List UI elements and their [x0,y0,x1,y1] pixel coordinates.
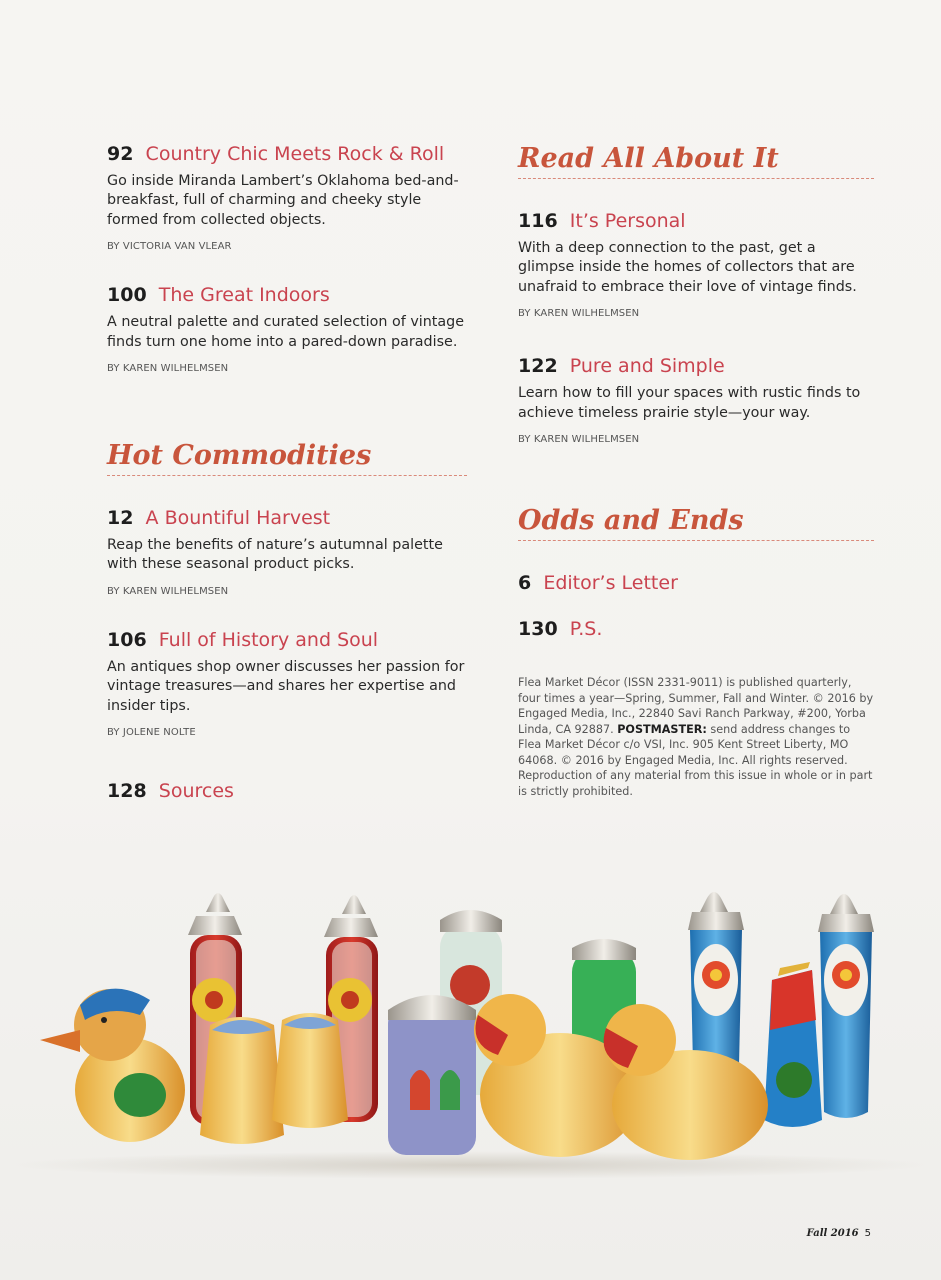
toc-entry[interactable] [107,779,467,803]
issue-label: Fall 2016 [806,1228,859,1239]
page-number: 106 [107,628,147,651]
byline: BY KAREN WILHELMSEN [107,585,229,597]
page-number: 100 [107,284,147,307]
byline: BY JOLENE NOLTE [107,727,196,739]
section-heading-read-all-about-it: Read All About It [518,142,874,179]
tree-shaker [764,962,822,1127]
page-number: 12 [107,507,134,530]
article-description: Reap the benefits of nature’s autumnal palette with these seasonal product picks. [107,537,443,573]
byline: BY KAREN WILHELMSEN [518,308,640,320]
article-description: Learn how to fill your spaces with rustic finds to achieve timeless prairie style—your way. [518,385,861,421]
parrot-shaker [388,995,476,1155]
lustre-shaker [272,1013,348,1128]
byline: BY KAREN WILHELMSEN [107,363,229,375]
page-number: 128 [107,780,147,803]
lustre-shaker [200,1017,284,1144]
article-title: Sources [158,780,234,803]
shakers-photo [0,880,941,1180]
toc-entry[interactable] [107,628,467,739]
toc-entry[interactable] [107,142,467,253]
article-description: With a deep connection to the past, get a glimpse inside the homes of collectors that are unafraid to embrace their love of vintage finds. [518,240,857,295]
article-title: The Great Indoors [158,284,330,307]
section-heading-hot-commodities: Hot Commodities [107,439,467,476]
page-folio [807,1228,871,1239]
toc-entry[interactable] [518,354,874,446]
article-title: Pure and Simple [569,355,725,378]
article-description: Go inside Miranda Lambert’s Oklahoma bed-and-breakfast, full of charming and cheeky style formed from collected objects. [107,173,459,228]
article-description: A neutral palette and curated selection of vintage finds turn one home into a pared-down paradise. [107,314,465,350]
byline: BY VICTORIA VAN VLEAR [107,241,232,253]
legal-notice: Flea Market Décor (ISSN 2331-9011) is published quarterly, four times a year—Spring, Summer, Fall and Winter. © 2016 by Engaged Media, Inc., 22840 Savi Ranch Parkway, #200, Yorba Linda, CA 92887. POSTMASTER: send address changes to Flea Market Décor c/o VSI, Inc. 905 Kent Street Liberty, MO 64068. © 2016 by Engaged Media, Inc. All rights reserved. Reproduction of any material from this issue in whole or in part is strictly prohibited. [518,676,874,798]
parrot-figurine [604,1004,768,1160]
article-title: Editor’s Letter [543,572,678,595]
blue-shaker [818,894,874,1118]
page-number: 92 [107,143,134,165]
page-number: 130 [518,618,558,641]
article-title: P.S. [569,618,603,641]
section-heading-odds-and-ends: Odds and Ends [518,504,874,541]
article-title: Full of History and Soul [158,628,379,651]
toc-entry[interactable] [107,506,467,598]
article-title: Country Chic Meets Rock & Roll [145,143,445,165]
article-title: It’s Personal [569,210,686,232]
right-column [518,142,874,799]
bird-shaker [40,989,185,1142]
toc-entry[interactable] [107,283,467,375]
article-title: A Bountiful Harvest [145,507,331,530]
page-number: 116 [518,210,558,232]
byline: BY KAREN WILHELMSEN [518,434,640,446]
toc-entry[interactable] [518,617,874,641]
left-column [107,142,467,809]
toc-entry[interactable] [518,571,874,595]
folio-page-number: 5 [864,1228,871,1239]
toc-entry[interactable] [518,209,874,320]
postmaster-label: POSTMASTER: [617,722,707,736]
page-number: 6 [518,572,532,595]
page-number: 122 [518,355,558,378]
article-description: An antiques shop owner discusses her passion for vintage treasures—and shares her expertise and insider tips. [107,658,465,714]
